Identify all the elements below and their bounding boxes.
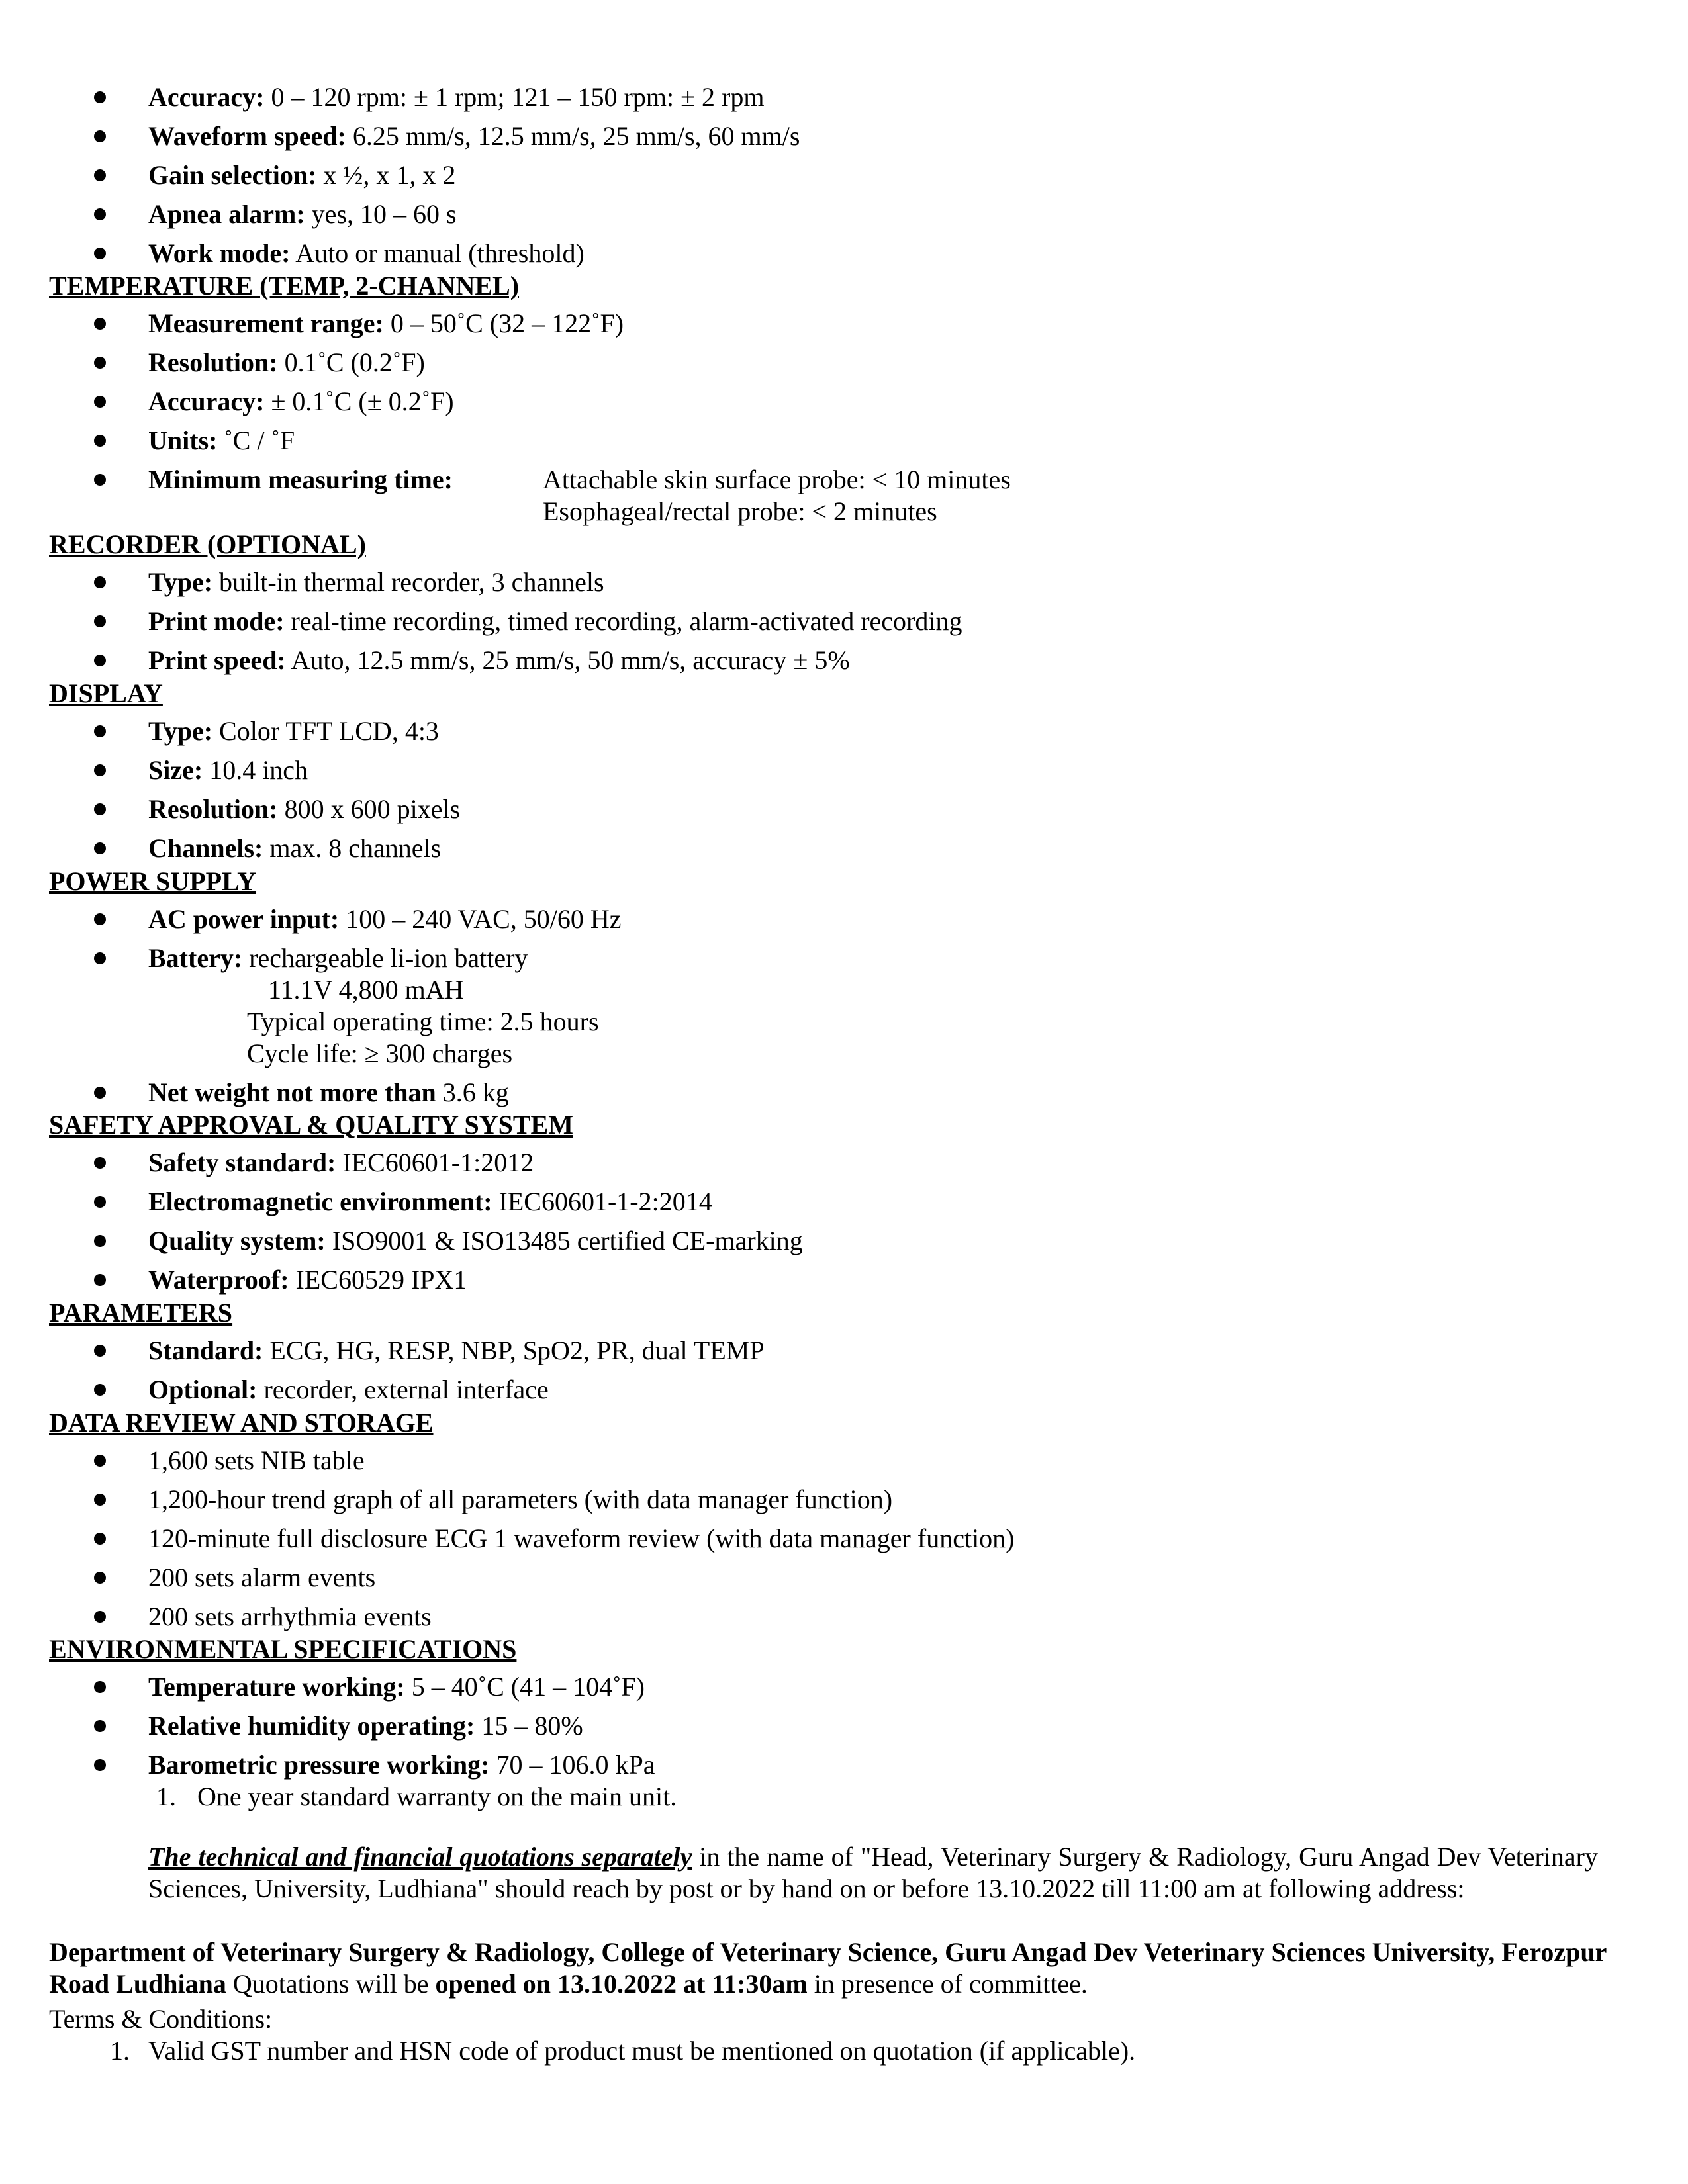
spec-label: Print speed: xyxy=(148,645,286,675)
terms-heading: Terms & Conditions: xyxy=(49,2004,273,2034)
battery-detail: 11.1V 4,800 mAH xyxy=(268,975,464,1005)
spec-label: Measurement range: xyxy=(148,308,384,338)
bullet-icon xyxy=(94,1533,106,1545)
section-heading: RECORDER (OPTIONAL) xyxy=(49,529,366,559)
spec-value: 15 – 80% xyxy=(475,1711,583,1741)
spec-label: Quality system: xyxy=(148,1226,326,1255)
bullet-icon xyxy=(94,615,106,627)
spec-label: Optional: xyxy=(148,1375,258,1404)
quotation-paragraph xyxy=(148,1841,1598,1905)
section-heading: DISPLAY xyxy=(49,678,163,708)
spec-label: AC power input: xyxy=(148,904,340,934)
spec-label: Print mode: xyxy=(148,606,285,636)
section-heading: POWER SUPPLY xyxy=(49,866,257,896)
bullet-icon xyxy=(94,474,106,486)
spec-value: 120-minute full disclosure ECG 1 waveform review (with data manager function) xyxy=(148,1524,1015,1553)
section-heading: PARAMETERS xyxy=(49,1298,233,1328)
bullet-icon xyxy=(94,725,106,737)
spec-label: Standard: xyxy=(148,1336,263,1365)
spec-value: Color TFT LCD, 4:3 xyxy=(212,716,439,746)
bullet-icon xyxy=(94,1759,106,1771)
section-heading: TEMPERATURE (TEMP, 2-CHANNEL) xyxy=(49,271,520,300)
warranty-text: One year standard warranty on the main unit. xyxy=(197,1782,677,1811)
spec-value: 800 x 600 pixels xyxy=(277,794,461,824)
spec-label: Electromagnetic environment: xyxy=(148,1187,492,1216)
bullet-icon xyxy=(94,318,106,330)
spec-value: yes, 10 – 60 s xyxy=(305,199,457,229)
spec-value: 0.1˚C (0.2˚F) xyxy=(277,347,425,377)
bullet-icon xyxy=(94,576,106,588)
spec-label: Work mode: xyxy=(148,238,291,268)
spec-value: rechargeable li-ion battery xyxy=(242,943,528,973)
spec-label: Temperature working: xyxy=(148,1672,405,1702)
spec-label: Waveform speed: xyxy=(148,121,346,151)
spec-value: ± 0.1˚C (± 0.2˚F) xyxy=(264,387,454,416)
spec-label: Gain selection: xyxy=(148,160,317,190)
spec-label: Apnea alarm: xyxy=(148,199,305,229)
terms-item: Valid GST number and HSN code of product must be mentioned on quotation (if applicable). xyxy=(148,2036,1136,2066)
spec-label: Waterproof: xyxy=(148,1265,289,1295)
bullet-icon xyxy=(94,1274,106,1286)
spec-value: Attachable skin surface probe: < 10 minutes xyxy=(543,465,1011,494)
spec-value: 10.4 inch xyxy=(203,755,308,785)
bullet-icon xyxy=(94,91,106,103)
spec-value: IEC60601-1:2012 xyxy=(336,1148,534,1177)
spec-value: IEC60529 IPX1 xyxy=(289,1265,467,1295)
spec-label: Minimum measuring time: xyxy=(148,465,453,494)
bullet-icon xyxy=(94,169,106,181)
spec-label: Units: xyxy=(148,426,218,455)
spec-value: Esophageal/rectal probe: < 2 minutes xyxy=(543,496,937,526)
spec-value: 0 – 120 rpm: ± 1 rpm; 121 – 150 rpm: ± 2 rpm xyxy=(264,82,765,112)
spec-value: ISO9001 & ISO13485 certified CE-marking xyxy=(325,1226,803,1255)
bullet-icon xyxy=(94,764,106,776)
list-number: 1. xyxy=(156,1782,176,1811)
spec-value: 0 – 50˚C (32 – 122˚F) xyxy=(383,308,624,338)
spec-value: 200 sets alarm events xyxy=(148,1563,376,1592)
bullet-icon xyxy=(94,248,106,259)
bullet-icon xyxy=(94,1720,106,1732)
spec-value: 200 sets arrhythmia events xyxy=(148,1602,432,1631)
spec-value: 1,200-hour trend graph of all parameters (with data manager function) xyxy=(148,1484,893,1514)
address-text: Department of Veterinary Surgery & Radiology, College of Veterinary Science, Guru Angad Dev Veterinary Sciences University, Ferozpur Road Ludhiana xyxy=(49,1937,1607,1999)
spec-label: Accuracy: xyxy=(148,82,265,112)
spec-label: Safety standard: xyxy=(148,1148,336,1177)
spec-value: ˚C / ˚F xyxy=(217,426,295,455)
bullet-icon xyxy=(94,357,106,369)
opening-text-end: in presence of committee. xyxy=(807,1969,1088,1999)
spec-value: IEC60601-1-2:2014 xyxy=(492,1187,712,1216)
bullet-icon xyxy=(94,913,106,925)
spec-label: Net weight not more than xyxy=(148,1077,436,1107)
quotation-text: in the name of "Head, Veterinary Surgery & Radiology, Guru Angad Dev Veterinary Sciences, University, Ludhiana" should reach by post or by hand on or before 13.10.2022 till 11:00 am at following address: xyxy=(148,1842,1598,1903)
section-heading: DATA REVIEW AND STORAGE xyxy=(49,1408,434,1437)
address-paragraph xyxy=(49,1936,1638,2000)
bullet-icon xyxy=(94,655,106,666)
quotation-lead: The technical and financial quotations separately xyxy=(148,1842,692,1872)
spec-value: 5 – 40˚C (41 – 104˚F) xyxy=(404,1672,645,1702)
bullet-icon xyxy=(94,1157,106,1169)
list-number: 1. xyxy=(110,2036,130,2066)
spec-label: Resolution: xyxy=(148,347,278,377)
opening-date: opened on 13.10.2022 at 11:30am xyxy=(435,1969,808,1999)
spec-label: Battery: xyxy=(148,943,243,973)
bullet-icon xyxy=(94,130,106,142)
spec-value: 100 – 240 VAC, 50/60 Hz xyxy=(339,904,622,934)
opening-text: Quotations will be xyxy=(226,1969,436,1999)
battery-detail: Cycle life: ≥ 300 charges xyxy=(247,1038,513,1068)
spec-value: 3.6 kg xyxy=(436,1077,509,1107)
spec-value: max. 8 channels xyxy=(263,833,442,863)
bullet-icon xyxy=(94,435,106,447)
spec-label: Relative humidity operating: xyxy=(148,1711,475,1741)
bullet-icon xyxy=(94,803,106,815)
spec-label: Accuracy: xyxy=(148,387,265,416)
spec-value: real-time recording, timed recording, alarm-activated recording xyxy=(284,606,962,636)
bullet-icon xyxy=(94,1611,106,1623)
bullet-icon xyxy=(94,952,106,964)
spec-label: Resolution: xyxy=(148,794,278,824)
bullet-icon xyxy=(94,1572,106,1584)
spec-label: Size: xyxy=(148,755,203,785)
bullet-icon xyxy=(94,1235,106,1247)
bullet-icon xyxy=(94,842,106,854)
spec-label: Channels: xyxy=(148,833,263,863)
section-heading: SAFETY APPROVAL & QUALITY SYSTEM xyxy=(49,1110,573,1140)
spec-label: Barometric pressure working: xyxy=(148,1750,490,1780)
spec-value: recorder, external interface xyxy=(257,1375,549,1404)
bullet-icon xyxy=(94,208,106,220)
bullet-icon xyxy=(94,1345,106,1357)
spec-value: x ½, x 1, x 2 xyxy=(316,160,456,190)
battery-detail: Typical operating time: 2.5 hours xyxy=(247,1007,599,1036)
bullet-icon xyxy=(94,1384,106,1396)
spec-value: 1,600 sets NIB table xyxy=(148,1445,365,1475)
bullet-icon xyxy=(94,1494,106,1506)
spec-value: 70 – 106.0 kPa xyxy=(489,1750,655,1780)
bullet-icon xyxy=(94,1196,106,1208)
spec-value: Auto or manual (threshold) xyxy=(290,238,585,268)
bullet-icon xyxy=(94,1681,106,1693)
bullet-icon xyxy=(94,396,106,408)
spec-label: Type: xyxy=(148,716,213,746)
spec-value: ECG, HG, RESP, NBP, SpO2, PR, dual TEMP xyxy=(263,1336,765,1365)
section-heading: ENVIRONMENTAL SPECIFICATIONS xyxy=(49,1634,517,1664)
spec-label: Type: xyxy=(148,567,213,597)
spec-value: built-in thermal recorder, 3 channels xyxy=(212,567,604,597)
spec-value: Auto, 12.5 mm/s, 25 mm/s, 50 mm/s, accuracy ± 5% xyxy=(285,645,850,675)
spec-value: 6.25 mm/s, 12.5 mm/s, 25 mm/s, 60 mm/s xyxy=(346,121,800,151)
bullet-icon xyxy=(94,1087,106,1099)
bullet-icon xyxy=(94,1455,106,1467)
